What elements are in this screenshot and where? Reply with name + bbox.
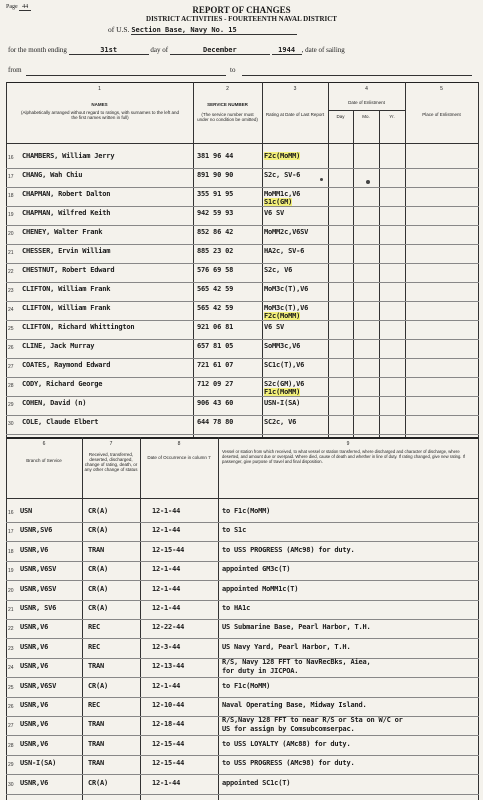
row-rule xyxy=(6,638,479,639)
remarks-text: to USS PROGRESS (AMc98) for duty. xyxy=(222,546,355,554)
row-rule xyxy=(6,415,479,416)
remarks-text: to USS PROGRESS (AMc98) for duty. xyxy=(222,759,355,767)
branch-col-number: 6 xyxy=(42,441,46,447)
top-table-left-border xyxy=(6,82,7,437)
row-number: 22 xyxy=(8,626,14,632)
rating-text: MoMM1c,V6 xyxy=(264,190,301,198)
remarks-text: to F1c(MoMM) xyxy=(222,682,271,690)
row-rule xyxy=(6,358,479,359)
row-rule xyxy=(6,282,479,283)
service-number: 381 96 44 xyxy=(197,152,234,160)
branch-of-service: USNR,V6SV xyxy=(20,565,57,573)
occurrence-date: 12-15-44 xyxy=(152,546,185,554)
occurrence-date: 12-1-44 xyxy=(152,585,181,593)
day-value: 31st xyxy=(69,46,149,55)
row-rule xyxy=(6,619,479,620)
rating-value xyxy=(264,152,328,160)
row-rule xyxy=(6,225,479,226)
row-rule xyxy=(6,396,479,397)
row-rule xyxy=(6,377,479,378)
branch-of-service: USNR,V6SV xyxy=(20,682,57,690)
rating-value xyxy=(264,304,328,312)
service-number: 576 69 58 xyxy=(197,266,234,274)
rating-value xyxy=(264,247,328,255)
rating-value xyxy=(264,323,328,331)
rating-text: SC2c, V6 xyxy=(264,418,297,426)
person-name: CHAPMAN, Robert Dalton xyxy=(22,190,111,198)
row-number: 27 xyxy=(8,364,14,370)
person-name: CHAPMAN, Wilfred Keith xyxy=(22,209,111,217)
row-rule xyxy=(6,774,479,775)
row-number: 20 xyxy=(8,588,14,594)
occurrence-date: 12-3-44 xyxy=(152,643,181,651)
branch-of-service: USNR,V6 xyxy=(20,623,49,631)
row-number: 24 xyxy=(8,665,14,671)
names-col-number: 1 xyxy=(98,86,101,92)
row-number: 27 xyxy=(8,723,14,729)
branch-of-service: USNR,V6 xyxy=(20,779,49,787)
branch-of-service: USN-I(SA) xyxy=(20,759,57,767)
report-subtitle: DISTRICT ACTIVITIES - FOURTEENTH NAVAL DISTRICT xyxy=(146,15,337,23)
occurrence-date: 12-18-44 xyxy=(152,720,185,728)
row-number: 18 xyxy=(8,549,14,555)
row-rule xyxy=(6,434,479,435)
sailing-label: , date of sailing xyxy=(301,46,345,54)
remarks-text: US Submarine Base, Pearl Harbor, T.H. xyxy=(222,623,371,631)
rating-annotation xyxy=(264,312,328,320)
row-rule xyxy=(6,561,479,562)
remarks-text-continued: for duty in JICPOA. xyxy=(222,667,299,675)
section-divider xyxy=(6,437,479,439)
remarks-col-number: 9 xyxy=(346,441,350,447)
row-rule xyxy=(6,187,479,188)
row-rule xyxy=(6,168,479,169)
occurrence-date: 12-1-44 xyxy=(152,526,181,534)
rating-value xyxy=(264,399,328,407)
service-number: 852 86 42 xyxy=(197,228,234,236)
row-rule xyxy=(6,677,479,678)
status-change: TRAN xyxy=(88,740,105,748)
remarks-col-title: Vessel or station from which received, to what vessel or station transferred, where discharged and character of discharge, where deserted, and amount due or overpaid. Where died, cause of death and whether in line of duty. If rating changed, give new rating. If passenger, give purpose of travel and final disposition. xyxy=(222,449,465,464)
service-number: 906 43 60 xyxy=(197,399,234,407)
rating-text: MoM3c(T),V6 xyxy=(264,285,309,293)
service-number: 565 42 59 xyxy=(197,304,234,312)
day-label: day of xyxy=(150,46,169,54)
status-change: REC xyxy=(88,701,101,709)
rating-text: F2c(MoMM) xyxy=(264,152,301,160)
row-number: 17 xyxy=(8,174,14,180)
row-number: 29 xyxy=(8,762,14,768)
rating-text: S2c(GM),V6 xyxy=(264,380,305,388)
rating-text: SC1c(T),V6 xyxy=(264,361,305,369)
year-value: 1944 xyxy=(272,46,302,55)
names-col-title: NAMES xyxy=(91,102,108,107)
date-col-title: Date of Occurrence in column 7 xyxy=(147,455,211,460)
bottom-header-bottom-line xyxy=(6,498,479,499)
service-number: 644 78 80 xyxy=(197,418,234,426)
page-number: 44 xyxy=(19,4,31,11)
status-change: REC xyxy=(88,643,101,651)
branch-of-service: USNR,V6 xyxy=(20,740,49,748)
occurrence-date: 12-15-44 xyxy=(152,759,185,767)
status-change: CR(A) xyxy=(88,682,109,690)
status-change: CR(A) xyxy=(88,526,109,534)
row-number: 17 xyxy=(8,529,14,535)
remarks-text: to HA1c xyxy=(222,604,251,612)
row-rule xyxy=(6,755,479,756)
occurrence-date: 12-1-44 xyxy=(152,779,181,787)
row-number: 21 xyxy=(8,607,14,613)
branch-of-service: USNR, SV6 xyxy=(20,604,57,612)
row-rule xyxy=(6,580,479,581)
rating-text: HA2c, SV-6 xyxy=(264,247,305,255)
branch-of-service: USNR,V6 xyxy=(20,546,49,554)
status-change: CR(A) xyxy=(88,585,109,593)
place-col-title: Place of Enlistment xyxy=(422,112,461,117)
row-rule xyxy=(6,541,479,542)
status-change: REC xyxy=(88,623,101,631)
row-number: 24 xyxy=(8,307,14,313)
row-number: 26 xyxy=(8,704,14,710)
row-number: 28 xyxy=(8,383,14,389)
row-number: 16 xyxy=(8,510,14,516)
row-rule xyxy=(6,320,479,321)
rating-value xyxy=(264,171,328,179)
ship-name: Section Base, Navy No. 15 xyxy=(131,26,296,35)
service-number: 657 81 05 xyxy=(197,342,234,350)
report-title: REPORT OF CHANGES xyxy=(192,5,291,15)
row-number: 29 xyxy=(8,402,14,408)
rating-text: USN-I(SA) xyxy=(264,399,301,407)
top-header-bottom-line xyxy=(6,143,479,144)
row-number: 30 xyxy=(8,782,14,788)
service-col-title: SERVICE NUMBER xyxy=(207,102,248,107)
remarks-text: appointed SC1c(T) xyxy=(222,779,291,787)
remarks-text: appointed MoMM1c(T) xyxy=(222,585,299,593)
status-change: TRAN xyxy=(88,720,105,728)
rating-annotation-text: S1c(GM) xyxy=(264,198,293,206)
person-name: CHESTNUT, Robert Edward xyxy=(22,266,115,274)
action-col-title: Received, transferred, deserted, discharged, change of rating, death, or any other change of status xyxy=(84,452,138,472)
row-rule xyxy=(6,522,479,523)
rating-text: SoMM3c,V6 xyxy=(264,342,301,350)
month-line xyxy=(8,46,478,55)
rating-value xyxy=(264,285,328,293)
row-rule xyxy=(6,697,479,698)
status-change: CR(A) xyxy=(88,507,109,515)
branch-of-service: USNR,V6 xyxy=(20,662,49,670)
branch-col-title: Branch of Service xyxy=(26,458,62,463)
branch-of-service: USNR,V6 xyxy=(20,643,49,651)
row-rule xyxy=(6,600,479,601)
occurrence-date: 12-22-44 xyxy=(152,623,185,631)
row-number: 19 xyxy=(8,568,14,574)
row-rule xyxy=(6,244,479,245)
row-number: 25 xyxy=(8,685,14,691)
branch-of-service: USNR,V6SV xyxy=(20,585,57,593)
rating-text: S2c, V6 xyxy=(264,266,293,274)
status-change: TRAN xyxy=(88,759,105,767)
enlist-sub-year: Yr. xyxy=(389,114,395,119)
page-number-label: Page 44 xyxy=(6,4,31,10)
branch-of-service: USNR,V6 xyxy=(20,720,49,728)
row-rule xyxy=(6,263,479,264)
occurrence-date: 12-13-44 xyxy=(152,662,185,670)
status-change: CR(A) xyxy=(88,565,109,573)
from-line xyxy=(26,75,226,76)
remarks-text: to USS LOYALTY (AMc88) for duty. xyxy=(222,740,351,748)
row-rule xyxy=(6,301,479,302)
person-name: CHANG, Wah Chiu xyxy=(22,171,83,179)
divider-names xyxy=(193,82,194,437)
person-name: CODY, Richard George xyxy=(22,380,103,388)
enlist-sub-month: Mo. xyxy=(362,114,370,119)
ship-prefix: of U.S. xyxy=(108,25,130,34)
branch-of-service: USNR,SV6 xyxy=(20,526,53,534)
row-number: 23 xyxy=(8,646,14,652)
rating-text: S2c, SV-6 xyxy=(264,171,301,179)
enlist-sub-day: Day xyxy=(336,114,345,119)
remarks-text: to F1c(MoMM) xyxy=(222,507,271,515)
rating-text: MoM3c(T),V6 xyxy=(264,304,309,312)
occurrence-date: 12-1-44 xyxy=(152,565,181,573)
place-col-number: 5 xyxy=(440,86,443,92)
service-number: 712 09 27 xyxy=(197,380,234,388)
rating-value xyxy=(264,418,328,426)
rating-text: V6 SV xyxy=(264,209,285,217)
occurrence-date: 12-10-44 xyxy=(152,701,185,709)
service-number: 891 90 90 xyxy=(197,171,234,179)
row-rule xyxy=(6,794,479,795)
top-table-border xyxy=(6,82,479,83)
action-col-number: 7 xyxy=(109,441,113,447)
remarks-text: R/S,Navy 128 FFT to near R/S or Sta on W/C or xyxy=(222,716,403,724)
person-name: CLIFTON, William Frank xyxy=(22,285,111,293)
rating-col-number: 3 xyxy=(293,86,297,92)
person-name: CLINE, Jack Murray xyxy=(22,342,95,350)
row-rule xyxy=(6,735,479,736)
row-rule xyxy=(6,206,479,207)
rating-value xyxy=(264,266,328,274)
enlist-sub-line xyxy=(328,110,405,111)
names-col-note: (Alphabetically arranged without regard to ratings, with surnames to the left and the first names written in full) xyxy=(20,110,180,120)
enlist-col-number: 4 xyxy=(365,86,368,92)
ink-mark xyxy=(320,178,323,181)
person-name: CLIFTON, Richard Whittington xyxy=(22,323,135,331)
person-name: COATES, Raymond Edward xyxy=(22,361,111,369)
status-change: TRAN xyxy=(88,546,105,554)
status-change: TRAN xyxy=(88,662,105,670)
row-number: 22 xyxy=(8,269,14,275)
branch-of-service: USNR,V6 xyxy=(20,701,49,709)
divider-service xyxy=(262,82,263,437)
rating-annotation xyxy=(264,388,328,396)
branch-of-service: USN xyxy=(20,507,33,515)
rating-col-title: Rating at Date of Last Report xyxy=(265,112,325,117)
rating-value xyxy=(264,209,328,217)
person-name: COHEN, David (n) xyxy=(22,399,87,407)
service-number: 565 42 59 xyxy=(197,285,234,293)
rating-value xyxy=(264,380,328,388)
row-number: 26 xyxy=(8,345,14,351)
service-number: 885 23 02 xyxy=(197,247,234,255)
service-number: 721 61 07 xyxy=(197,361,234,369)
rating-annotation-text: F1c(MoMM) xyxy=(264,388,301,396)
month-value: December xyxy=(170,46,270,55)
occurrence-date: 12-1-44 xyxy=(152,604,181,612)
rating-value xyxy=(264,342,328,350)
status-change: CR(A) xyxy=(88,779,109,787)
rating-text: V6 SV xyxy=(264,323,285,331)
row-number: 23 xyxy=(8,288,14,294)
service-col-number: 2 xyxy=(226,86,229,92)
to-line xyxy=(242,75,472,76)
person-name: CHAMBERS, William Jerry xyxy=(22,152,115,160)
remarks-text: to S1c xyxy=(222,526,247,534)
rating-annotation-text: F2c(MoMM) xyxy=(264,312,301,320)
rating-value xyxy=(264,361,328,369)
row-number: 16 xyxy=(8,155,14,161)
ink-mark xyxy=(366,180,370,184)
service-number: 921 06 81 xyxy=(197,323,234,331)
service-number: 942 59 93 xyxy=(197,209,234,217)
remarks-text: appointed GM3c(T) xyxy=(222,565,291,573)
person-name: CLIFTON, William Frank xyxy=(22,304,111,312)
ship-line xyxy=(108,25,297,34)
to-label: to xyxy=(230,66,236,74)
month-label: for the month ending xyxy=(8,46,67,54)
remarks-text: US Navy Yard, Pearl Harbor, T.H. xyxy=(222,643,351,651)
service-col-note: (The service number must under no condition be omitted) xyxy=(197,112,258,122)
person-name: COLE, Claude Elbert xyxy=(22,418,99,426)
divider-enlist-mo xyxy=(379,110,380,437)
from-label: from xyxy=(8,66,22,74)
status-change: CR(A) xyxy=(88,604,109,612)
divider-enlist-day xyxy=(353,110,354,437)
row-number: 25 xyxy=(8,326,14,332)
divider-enlist xyxy=(405,82,406,437)
occurrence-date: 12-1-44 xyxy=(152,682,181,690)
remarks-text-continued: US for assign by Comsubcomserpac. xyxy=(222,725,355,733)
enlist-col-title: Date of Enlistment xyxy=(348,100,385,105)
rating-text: MoMM2c,V6SV xyxy=(264,228,309,236)
remarks-text: R/S, Navy 128 FFT to NavRecBks, Aiea, xyxy=(222,658,371,666)
row-number: 20 xyxy=(8,231,14,237)
occurrence-date: 12-1-44 xyxy=(152,507,181,515)
divider-rating xyxy=(328,82,329,437)
row-rule xyxy=(6,339,479,340)
row-number: 18 xyxy=(8,193,14,199)
rating-value xyxy=(264,228,328,236)
top-table-right-border xyxy=(478,82,479,437)
rating-annotation xyxy=(264,198,328,206)
person-name: CHENEY, Walter Frank xyxy=(22,228,103,236)
remarks-text: Naval Operating Base, Midway Island. xyxy=(222,701,367,709)
occurrence-date: 12-15-44 xyxy=(152,740,185,748)
rating-value xyxy=(264,190,328,198)
person-name: CHESSER, Ervin William xyxy=(22,247,111,255)
date-col-number: 8 xyxy=(177,441,181,447)
service-number: 355 91 95 xyxy=(197,190,234,198)
row-number: 28 xyxy=(8,743,14,749)
row-number: 19 xyxy=(8,212,14,218)
row-number: 21 xyxy=(8,250,14,256)
row-number: 30 xyxy=(8,421,14,427)
